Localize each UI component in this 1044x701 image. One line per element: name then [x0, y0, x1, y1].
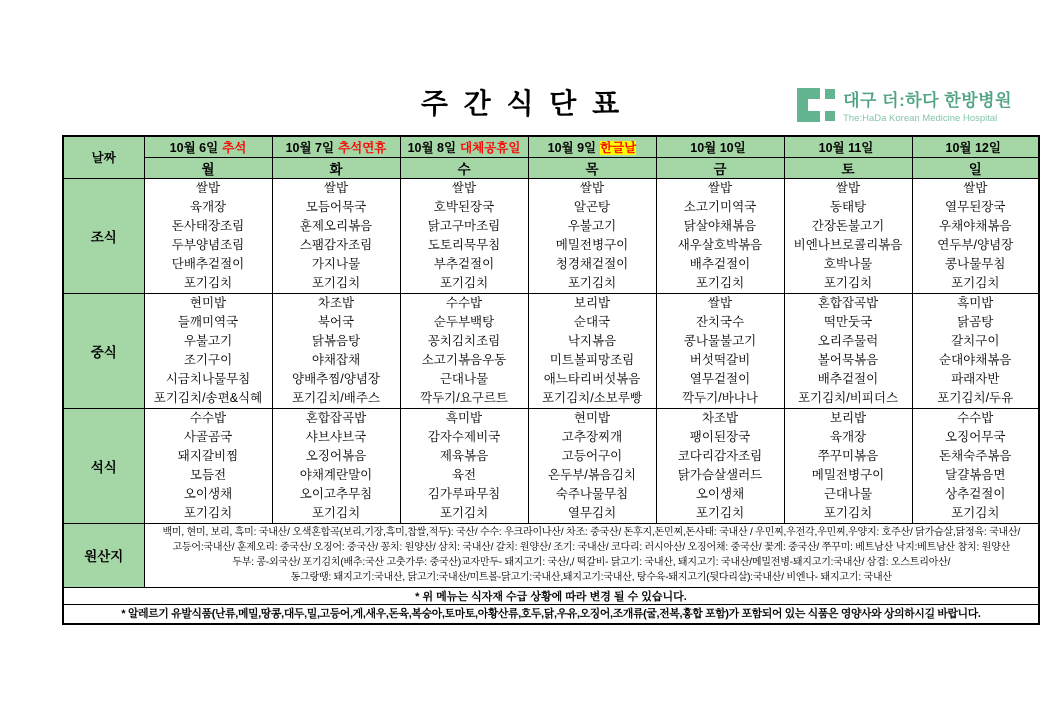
- menu-item: 청경채겉절이: [555, 256, 629, 271]
- meal-cell: [656, 408, 784, 523]
- menu-item: 가지나물: [311, 256, 361, 271]
- menu-item: 돼지갈비찜: [177, 448, 239, 463]
- menu-item: 닭볶음탕: [311, 333, 361, 348]
- meal-cell: [528, 408, 656, 523]
- menu-item: 모듬어묵국: [305, 199, 367, 214]
- menu-item: 차조밥: [701, 410, 739, 425]
- menu-item: 들깨미역국: [177, 314, 239, 329]
- menu-item: 순대국: [573, 314, 611, 329]
- date-cell-mon: 10월 6일 추석: [144, 136, 272, 157]
- menu-item: 포기김치: [311, 505, 361, 520]
- hospital-logo-icon: [797, 88, 835, 122]
- menu-item: 단배추겉절이: [171, 256, 245, 271]
- origin-label: 원산지: [63, 523, 144, 587]
- menu-item: 우불고기: [567, 218, 617, 233]
- menu-item: 양배추찜/양념장: [292, 371, 380, 386]
- menu-item: 제육볶음: [439, 448, 489, 463]
- menu-item: 샤브샤브국: [305, 429, 367, 444]
- origin-line: 백미, 현미, 보리, 흑미: 국내산/ 오색혼합곡(보리,기장,흑미,찹쌀,적두): 국산/ 수수: 우크라이나산/ 차조: 중국산/ 돈후지,돈민찌,돈사태: 국내산 / 우민찌,우전각,우민찌,우양지: 호주산/ 닭가슴살,닭정육: 국내산/: [162, 527, 1021, 538]
- menu-item: 차조밥: [317, 295, 355, 310]
- menu-item: 잔치국수: [695, 314, 745, 329]
- menu-item: 오이생채: [695, 486, 745, 501]
- menu-item: 메밀전병구이: [811, 467, 885, 482]
- breakfast-label: 조식: [63, 178, 144, 293]
- menu-item: 깍두기/바나나: [682, 390, 758, 405]
- holiday-label: 추석: [222, 140, 247, 155]
- dinner-label: 석식: [63, 408, 144, 523]
- menu-item: 스팸감자조림: [299, 237, 373, 252]
- date-cell-thu: 10월 9일 한글날: [528, 136, 656, 157]
- breakfast-row: [63, 178, 1039, 293]
- date-cell-wed: 10월 8일 대체공휴일: [400, 136, 528, 157]
- menu-item: 새우살호박볶음: [677, 237, 763, 252]
- date-row: [63, 136, 1039, 157]
- menu-item: 시금치나물무침: [165, 371, 251, 386]
- hospital-name-en: The:HaDa Korean Medicine Hospital: [843, 113, 998, 124]
- menu-item: 육개장: [829, 429, 867, 444]
- menu-item: 열무된장국: [945, 199, 1006, 214]
- day-cell: 토: [784, 157, 912, 178]
- menu-item: 수수밥: [445, 295, 483, 310]
- day-row: [63, 157, 1039, 178]
- menu-item: 쌀밥: [195, 180, 221, 195]
- meal-cell: [784, 408, 912, 523]
- menu-item: 부추겉절이: [433, 256, 495, 271]
- menu-item: 숙주나물무침: [555, 486, 629, 501]
- menu-item: 열무겉절이: [689, 371, 751, 386]
- menu-item: 포기김치/소보루빵: [541, 390, 643, 405]
- hospital-logo-text: [843, 86, 1012, 124]
- menu-item: 닭곰탕: [957, 314, 994, 329]
- day-cell: 수: [400, 157, 528, 178]
- meal-cell: [912, 408, 1039, 523]
- menu-item: 혼합잡곡밥: [817, 295, 879, 310]
- menu-item: 닭고구마조림: [427, 218, 501, 233]
- menu-item: 상추겉절이: [945, 486, 1006, 501]
- menu-item: 근대나물: [823, 486, 873, 501]
- menu-item: 쌀밥: [451, 180, 477, 195]
- menu-item: 배추겉절이: [817, 371, 879, 386]
- meal-cell: [656, 178, 784, 293]
- menu-item: 야채잡채: [311, 352, 361, 367]
- menu-item: 보리밥: [573, 295, 611, 310]
- menu-item: 볼어묵볶음: [817, 352, 879, 367]
- menu-item: 야채계란말이: [299, 467, 373, 482]
- menu-item: 쌀밥: [707, 180, 733, 195]
- menu-item: 쌀밥: [707, 295, 733, 310]
- menu-item: 포기김치: [183, 275, 233, 290]
- origin-content: [144, 523, 1039, 587]
- menu-item: 동태탕: [829, 199, 867, 214]
- menu-item: 오징어무국: [945, 429, 1006, 444]
- origin-line: 고등어:국내산/ 훈제오리: 중국산/ 오징어: 중국산/ 꽁치: 원양산/ 삼치: 국내산/ 갈치: 원양산/ 조기: 국내산/ 코다리: 러시아산/ 오징어채: 중국산/ 꽃게: 중국산/ 쭈꾸미: 베트남산 낙지:베트남산 참치: 원양산: [172, 542, 1011, 553]
- menu-change-note-row: [63, 587, 1039, 604]
- meal-cell: [272, 293, 400, 408]
- day-cell: 일: [912, 157, 1039, 178]
- menu-item: 포기김치: [695, 275, 745, 290]
- meal-cell: [272, 408, 400, 523]
- menu-item: 조기구이: [183, 352, 233, 367]
- menu-item: 수수밥: [189, 410, 227, 425]
- menu-item: 포기김치/비피더스: [797, 390, 899, 405]
- logo-colon-blocks: [825, 89, 835, 121]
- logo-c-block: [797, 88, 820, 122]
- menu-item: 모듬전: [189, 467, 227, 482]
- day-cell: 목: [528, 157, 656, 178]
- day-cell: 화: [272, 157, 400, 178]
- menu-item: 온두부/볶음김치: [548, 467, 636, 482]
- menu-item: 쌀밥: [835, 180, 861, 195]
- menu-item: 포기김치/두유: [937, 390, 1014, 405]
- menu-item: 호박된장국: [433, 199, 495, 214]
- meal-cell: [144, 408, 272, 523]
- menu-item: 두부양념조림: [171, 237, 245, 252]
- menu-item: 닭살야채볶음: [683, 218, 757, 233]
- dinner-row: [63, 408, 1039, 523]
- date-cell-tue: 10월 7일 추석연휴: [272, 136, 400, 157]
- menu-item: 현미밥: [573, 410, 611, 425]
- allergy-note: * 알레르기 유발식품(난류,메밀,땅콩,대두,밀,고등어,게,새우,돈육,복숭아,토마토,아황산류,호두,닭,우유,오징어,조개류(굴,전복,홍합 포함)가 포함되어 있는 식품은 영양사와 상의하시길 바랍니다.: [63, 604, 1039, 624]
- menu-item: 김가루파무침: [427, 486, 501, 501]
- menu-item: 오징어볶음: [305, 448, 367, 463]
- menu-item: 소고기볶음우동: [421, 352, 507, 367]
- menu-item: 수수밥: [957, 410, 994, 425]
- meal-cell: [144, 293, 272, 408]
- meal-cell: [528, 178, 656, 293]
- date-cell-sat: 10월 11일: [784, 136, 912, 157]
- menu-item: 훈제오리볶음: [299, 218, 373, 233]
- menu-item: 포기김치: [439, 275, 489, 290]
- menu-item: 포기김치: [951, 505, 1000, 520]
- meal-cell: [912, 293, 1039, 408]
- menu-item: 코다리감자조림: [677, 448, 763, 463]
- menu-item: 포기김치: [823, 275, 873, 290]
- meal-cell: [400, 408, 528, 523]
- menu-item: 포기김치/송편&식혜: [153, 390, 263, 405]
- menu-item: 돈채숙주볶음: [939, 448, 1012, 463]
- origin-line: 두부: 콩-외국산/ 포기김치(배추:국산 고춧가루: 중국산)교자만두- 돼지고기: 국산/,/ 떡갈비- 닭고기: 국내산, 돼지고기: 국내산/메밀전병-돼지고기:국내산/ 삼겹: 오스트리아산/: [232, 557, 951, 568]
- lunch-row: [63, 293, 1039, 408]
- menu-item: 근대나물: [439, 371, 489, 386]
- menu-item: 사골곰국: [183, 429, 233, 444]
- menu-item: 포기김치: [695, 505, 745, 520]
- menu-item: 닭가슴살샐러드: [677, 467, 763, 482]
- menu-item: 쌀밥: [323, 180, 349, 195]
- menu-item: 현미밥: [189, 295, 227, 310]
- lunch-label: 중식: [63, 293, 144, 408]
- menu-item: 돈사태장조림: [171, 218, 245, 233]
- date-cell-sun: 10월 12일: [912, 136, 1039, 157]
- menu-item: 흑미밥: [445, 410, 483, 425]
- meal-cell: [656, 293, 784, 408]
- menu-item: 호박나물: [823, 256, 873, 271]
- menu-item: 알곤탕: [573, 199, 611, 214]
- day-cell: 금: [656, 157, 784, 178]
- meal-cell: [272, 178, 400, 293]
- menu-item: 팽이된장국: [689, 429, 751, 444]
- meal-plan-table: [62, 135, 1040, 625]
- menu-item: 비엔나브로콜리볶음: [793, 237, 903, 252]
- menu-item: 순대야채볶음: [939, 352, 1012, 367]
- meal-cell: [400, 178, 528, 293]
- menu-item: 도토리묵무침: [427, 237, 501, 252]
- date-label-cell: 날짜: [63, 136, 144, 178]
- menu-item: 혼합잡곡밥: [305, 410, 367, 425]
- menu-item: 흑미밥: [957, 295, 994, 310]
- menu-item: 포기김치: [823, 505, 873, 520]
- menu-item: 버섯떡갈비: [689, 352, 751, 367]
- menu-item: 고등어구이: [561, 448, 623, 463]
- meal-cell: [144, 178, 272, 293]
- menu-item: 감자수제비국: [427, 429, 501, 444]
- menu-item: 소고기미역국: [683, 199, 757, 214]
- meal-cell: [528, 293, 656, 408]
- menu-item: 미트볼피망조림: [549, 352, 635, 367]
- menu-item: 쌀밥: [963, 180, 988, 195]
- menu-item: 우불고기: [183, 333, 233, 348]
- menu-item: 오이고추무침: [299, 486, 373, 501]
- origin-row: [63, 523, 1039, 587]
- menu-item: 우채야채볶음: [939, 218, 1012, 233]
- holiday-label: 대체공휴일: [460, 140, 521, 155]
- menu-item: 오이생채: [183, 486, 233, 501]
- menu-item: 쌀밥: [579, 180, 605, 195]
- menu-item: 달걀볶음면: [945, 467, 1006, 482]
- hospital-name-ko: 대구 더:하다 한방병원: [843, 91, 1012, 110]
- meal-cell: [912, 178, 1039, 293]
- menu-item: 열무김치: [567, 505, 617, 520]
- menu-item: 연두부/양념장: [937, 237, 1014, 252]
- menu-item: 떡만둣국: [823, 314, 873, 329]
- menu-item: 애느타리버섯볶음: [543, 371, 641, 386]
- menu-item: 포기김치/배주스: [292, 390, 380, 405]
- meal-cell: [784, 293, 912, 408]
- menu-item: 고추장찌개: [561, 429, 623, 444]
- menu-item: 콩나물무침: [945, 256, 1006, 271]
- meal-cell: [784, 178, 912, 293]
- menu-item: 꽁치김치조림: [427, 333, 501, 348]
- meal-cell: [400, 293, 528, 408]
- hospital-logo: [797, 86, 1012, 124]
- menu-item: 간장돈불고기: [811, 218, 885, 233]
- holiday-label: 추석연휴: [338, 140, 387, 155]
- menu-item: 포기김치: [183, 505, 233, 520]
- menu-item: 배추겉절이: [689, 256, 751, 271]
- menu-item: 쭈꾸미볶음: [817, 448, 879, 463]
- menu-item: 포기김치: [951, 275, 1000, 290]
- menu-item: 갈치구이: [951, 333, 1000, 348]
- menu-item: 오리주물럭: [817, 333, 879, 348]
- menu-item: 콩나물불고기: [683, 333, 757, 348]
- day-cell: 월: [144, 157, 272, 178]
- menu-item: 포기김치: [439, 505, 489, 520]
- menu-change-note: * 위 메뉴는 식자재 수급 상황에 따라 변경 될 수 있습니다.: [63, 587, 1039, 604]
- menu-item: 북어국: [317, 314, 355, 329]
- menu-item: 깍두기/요구르트: [420, 390, 508, 405]
- menu-item: 파래자반: [951, 371, 1000, 386]
- menu-item: 메밀전병구이: [555, 237, 629, 252]
- origin-line: 동그랑땡: 돼지고기:국내산, 닭고기:국내산/미트볼-닭고기:국내산,돼지고기:국내산, 탕수육-돼지고기(뒷다리살):국내산/ 비엔나- 돼지고기: 국내산: [290, 572, 892, 583]
- menu-item: 육개장: [189, 199, 227, 214]
- menu-item: 육전: [451, 467, 477, 482]
- menu-item: 포기김치: [567, 275, 617, 290]
- menu-item: 보리밥: [829, 410, 867, 425]
- date-cell-fri: 10월 10일: [656, 136, 784, 157]
- menu-item: 포기김치: [311, 275, 361, 290]
- allergy-note-row: [63, 604, 1039, 624]
- holiday-label: 한글날: [600, 140, 637, 155]
- page-title: 주 간 식 단 표: [420, 88, 624, 119]
- menu-item: 순두부백탕: [433, 314, 495, 329]
- menu-item: 낙지볶음: [567, 333, 617, 348]
